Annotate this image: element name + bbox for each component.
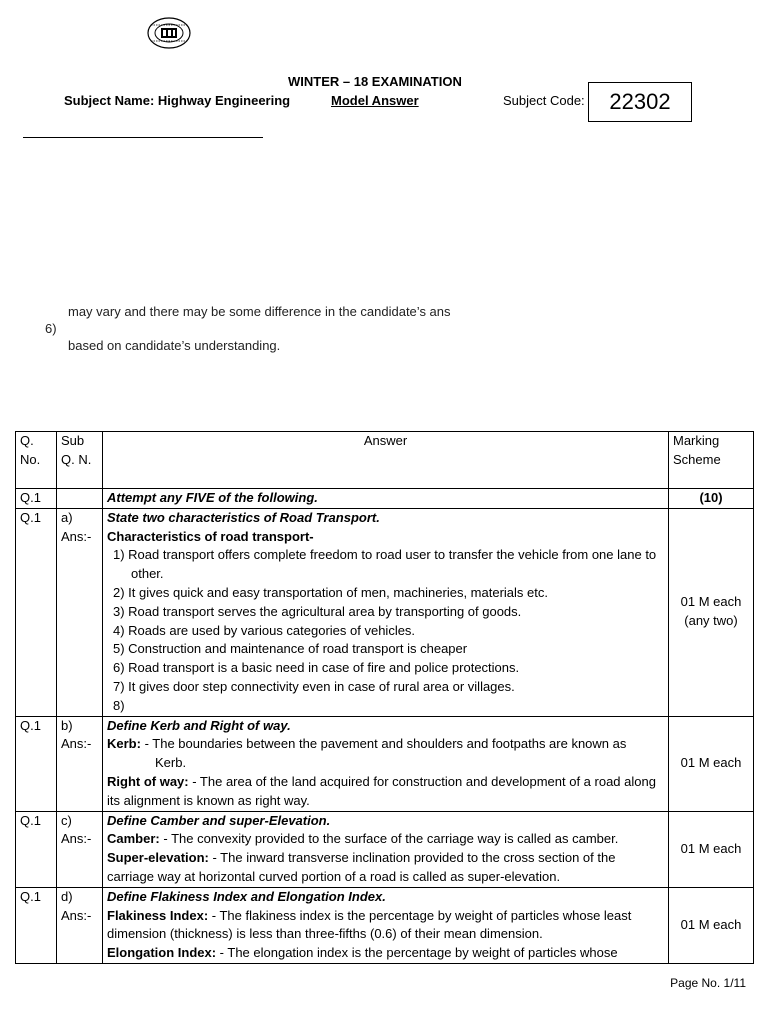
exam-title: WINTER – 18 EXAMINATION [288, 74, 462, 89]
table-row [16, 811, 754, 887]
table-row [16, 716, 754, 811]
row-sub: b) Ans:- [57, 716, 103, 811]
subject-code-label: Subject Code: [503, 93, 585, 108]
question-text: Define Kerb and Right of way. [107, 717, 291, 733]
subject-code-value: 22302 [609, 89, 671, 114]
instruction-line-1: may vary and there may be some difference in the candidate’s ans [68, 304, 451, 319]
instruction-line-2: based on candidate’s understanding. [68, 338, 281, 353]
question-text: State two characteristics of Road Transport. [107, 509, 380, 525]
section-row [16, 489, 754, 509]
list-item: 2) It gives quick and easy transportation of men, machineries, materials etc. [113, 584, 548, 600]
section-marks: (10) [669, 489, 754, 509]
list-item: 4) Roads are used by various categories of vehicles. [113, 622, 416, 638]
subject-name: Subject Name: Highway Engineering [64, 93, 291, 108]
list-item: 8) [113, 697, 125, 713]
list-item: 7) It gives door step connectivity even in case of rural area or villages. [113, 678, 515, 694]
row-marks: 01 M each [669, 811, 754, 887]
definition-1: Camber: - The convexity provided to the surface of the carriage way is called as camber. [107, 831, 619, 847]
row-qno: Q.1 [16, 716, 57, 811]
row-qno: Q.1 [16, 811, 57, 887]
list-item: 1) Road transport offers complete freedom to road user to transfer the vehicle from one lane to other. [113, 547, 657, 582]
section-sub [57, 489, 103, 509]
row-answer [103, 716, 669, 811]
row-qno: Q.1 [16, 887, 57, 963]
row-sub: c) Ans:- [57, 811, 103, 887]
header-marking: Marking Scheme [669, 432, 754, 489]
subject-code-box [588, 82, 692, 122]
definition-2: Right of way: - The area of the land acquired for construction and development of a road along its alignment is known as right way. [107, 773, 656, 808]
row-sub: d) Ans:- [57, 887, 103, 963]
row-marks: 01 M each [669, 887, 754, 963]
answer-heading: Characteristics of road transport- [107, 528, 314, 544]
table-header-row [16, 432, 754, 489]
definition-1-cont: Kerb. [155, 755, 187, 771]
question-text: Define Flakiness Index and Elongation Index. [107, 888, 386, 904]
header-divider [23, 137, 263, 138]
list-item: 3) Road transport serves the agricultural area by transporting of goods. [113, 603, 522, 619]
row-marks: 01 M each (any two) [669, 508, 754, 716]
board-logo [146, 16, 192, 50]
header-answer: Answer [103, 432, 669, 489]
definition-2: Super-elevation: - The inward transverse inclination provided to the cross section of the carriage way at horizontal curved portion of a road is called as super-elevation. [107, 850, 616, 884]
header-subq: Sub Q. N. [57, 432, 103, 489]
table-row [16, 508, 754, 716]
row-answer [103, 811, 669, 887]
page-number: Page No. 1/11 [670, 976, 746, 990]
row-answer [103, 508, 669, 716]
section-text: Attempt any FIVE of the following. [103, 489, 669, 509]
section-qno: Q.1 [16, 489, 57, 509]
row-answer [103, 887, 669, 963]
definition-1: Kerb: - The boundaries between the pavement and shoulders and footpaths are known as [107, 736, 627, 752]
header-qno: Q. No. [16, 432, 57, 489]
list-item: 5) Construction and maintenance of road transport is cheaper [113, 641, 468, 657]
model-answer-label: Model Answer [331, 93, 419, 108]
list-item: 6) Road transport is a basic need in case of fire and police protections. [113, 660, 520, 676]
definition-1: Flakiness Index: - The flakiness index is the percentage by weight of particles whose least dimension (thickness) is less than three-fifths (0.6) of their mean dimension. [107, 907, 632, 942]
question-text: Define Camber and super-Elevation. [107, 812, 331, 828]
instruction-number: 6) [45, 321, 57, 336]
row-marks: 01 M each [669, 716, 754, 811]
row-qno: Q.1 [16, 508, 57, 716]
answer-table [15, 431, 754, 964]
definition-2: Elongation Index: - The elongation index is the percentage by weight of particles whose [107, 945, 618, 961]
table-row [16, 887, 754, 963]
row-sub: a) Ans:- [57, 508, 103, 716]
